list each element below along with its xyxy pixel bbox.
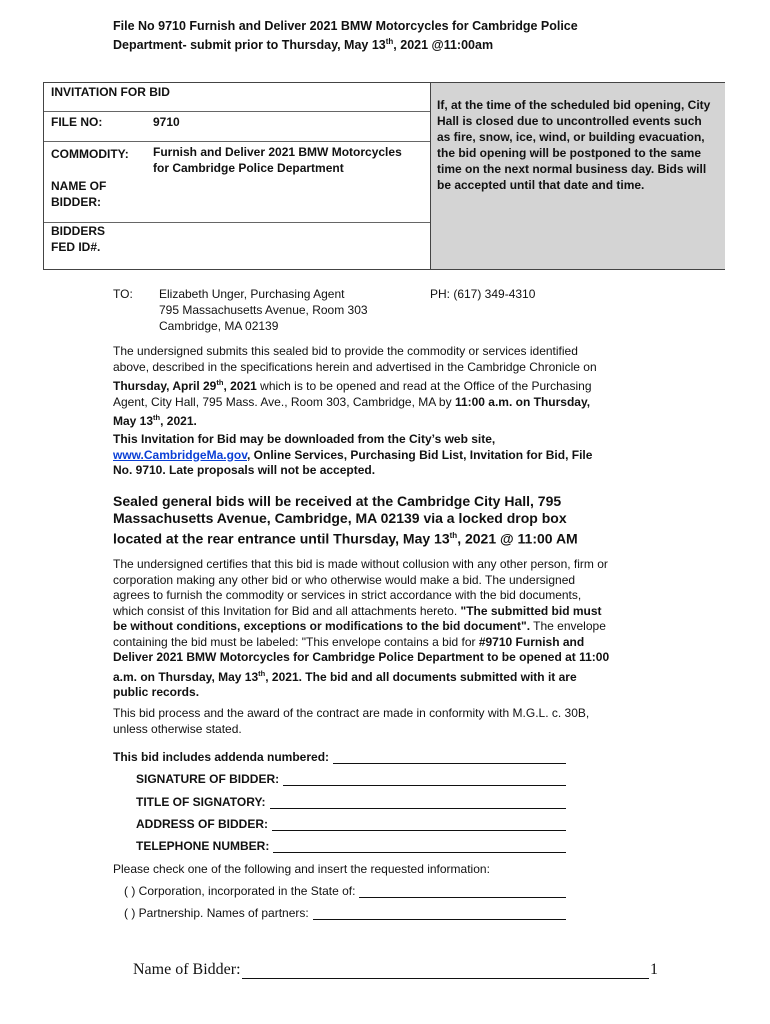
recipient-city: Cambridge, MA 02139 [159,319,279,333]
p3-bold-3: , 2021. The bid and all documents submitted with it are public records. [113,669,577,699]
fed-id-label-line-2: FED ID#. [51,240,101,254]
recipient-street: 795 Massachusetts Avenue, Room 303 [159,303,368,317]
p3-bold-1: "The submitted bid must be without conditions, exceptions or modifications to the bid document". [113,603,602,633]
commodity-value-line-2: for Cambridge Police Department [153,161,344,175]
addenda-field [113,750,566,764]
corporation-state-line[interactable] [359,885,566,898]
p2-text-2: , Online Services, Purchasing Bid List, Invitation for Bid, File No. 9710. Late proposals will not be accepted. [113,447,593,477]
addenda-input-line[interactable] [333,751,566,764]
p1-bold-year: , 2021 [223,379,257,393]
telephone-input-line[interactable] [273,840,566,853]
p1-sup-2: th [153,413,161,422]
corporation-label[interactable]: ( ) Corporation, incorporated in the State of: [124,884,356,898]
header-line-2-text: Department- submit prior to Thursday, May 13 [113,38,386,53]
signature-label: SIGNATURE OF BIDDER: [136,772,280,786]
header-line-1: File No 9710 Furnish and Deliver 2021 BMW Motorcycles for Cambridge Police [113,19,578,33]
divider [44,141,430,142]
addenda-label: This bid includes addenda numbered: [113,750,330,764]
closure-notice-panel [430,83,725,269]
p3-text-2: The envelope containing the bid must be labeled: "This envelope contains a bid for [113,619,606,649]
bidder-name-label [51,178,106,210]
p1-text-1: The undersigned submits this sealed bid to provide the commodity or services identified above, described in the specifications herein and advertised in the Cambridge Chronicle on [113,344,597,374]
recipient-address [159,286,368,334]
p1-bold-deadline-year: , 2021. [160,414,197,428]
partnership-option [124,906,566,920]
recipient-name: Elizabeth Unger, Purchasing Agent [159,287,345,301]
corporation-option [124,884,566,898]
signature-field [136,772,566,786]
p3-bold-2: #9710 Furnish and Deliver 2021 BMW Motorcycles for Cambridge Police Department to be opened at 11:00 a.m. on Thursday, May 13 [113,634,610,684]
fed-id-label-line-1: BIDDERS [51,224,106,238]
header-line-2 [113,34,578,53]
signature-input-line[interactable] [283,773,566,786]
address-field [136,817,566,831]
p2-text-1: This Invitation for Bid may be downloaded from the City’s web site, [113,432,496,446]
header-line-2-end: , 2021 @11:00am [393,38,494,53]
bidder-name-label-line-1: NAME OF [51,179,107,193]
header-sup: th [385,37,394,46]
commodity-value-line-1: Furnish and Deliver 2021 BMW Motorcycles [153,145,402,159]
address-input-line[interactable] [272,818,566,831]
p1-sup: th [216,378,224,387]
conformity-paragraph: This bid process and the award of the contract are made in conformity with M.G.L. c. 30B, unless otherwise stated. [113,706,590,736]
fed-id-label [51,223,105,255]
certification-paragraph [113,557,613,701]
invitation-title: INVITATION FOR BID [51,85,170,99]
telephone-label: TELEPHONE NUMBER: [136,839,270,853]
invitation-details [44,83,430,269]
sealed-text-end: , 2021 @ 11:00 AM [457,530,578,547]
to-label: TO: [113,287,133,301]
commodity-value [153,144,402,176]
p1-bold-deadline: 11:00 a.m. on Thursday, May 13 [113,394,591,428]
bidder-name-label-line-2: BIDDER: [51,195,101,209]
submission-paragraph [113,344,613,430]
footer-bidder-line[interactable] [242,964,649,979]
check-instructions: Please check one of the following and insert the requested information: [113,862,490,876]
title-input-line[interactable] [270,796,566,809]
p1-bold-date: Thursday, April 29 [113,379,217,393]
title-label: TITLE OF SIGNATORY: [136,795,266,809]
p1-text-2: which is to be opened and read at the Office of the Purchasing Agent, City Hall, 795 Mass. Ave., Room 303, Cambridge, MA by [113,379,592,409]
sealed-text: Sealed general bids will be received at the Cambridge City Hall, 795 Massachusetts Avenue, Cambridge, MA 02139 via a locked drop box located at the rear entrance until Thursday, May 13 [113,493,567,547]
p3-text-1: The undersigned certifies that this bid is made without collusion with any other person, firm or corporation making any other bid or who otherwise would make a bid. The undersigned agrees to furnish the commodity or services in strict accordance with the bid documents, which consist of this Invitation for Bid and all attachments hereto. [113,557,608,618]
page-footer [133,961,658,979]
document-header [113,18,578,53]
closure-notice: If, at the time of the scheduled bid opening, City Hall is closed due to uncontrolled events such as fire, snow, ice, wind, or building evacuation, the bid opening will be postponed to the same time on the next normal business day. Bids will be accepted until that date and time. [437,98,711,192]
partnership-names-line[interactable] [313,907,566,920]
address-label: ADDRESS OF BIDDER: [136,817,269,831]
page-number: 1 [650,961,658,978]
sealed-bids-notice [113,493,613,548]
sealed-sup: th [449,531,458,540]
p3-sup: th [258,668,266,678]
recipient-phone: PH: (617) 349-4310 [430,287,536,301]
partnership-label[interactable]: ( ) Partnership. Names of partners: [124,906,309,920]
invitation-box [43,82,725,270]
telephone-field [136,839,566,853]
divider [44,111,430,112]
commodity-label: COMMODITY: [51,147,129,161]
file-no-label: FILE NO: [51,115,103,129]
city-website-link[interactable]: www.CambridgeMa.gov [113,447,248,462]
title-field [136,795,566,809]
footer-bidder-label: Name of Bidder: [133,961,241,978]
file-no-value: 9710 [153,115,180,129]
download-paragraph [113,432,613,479]
